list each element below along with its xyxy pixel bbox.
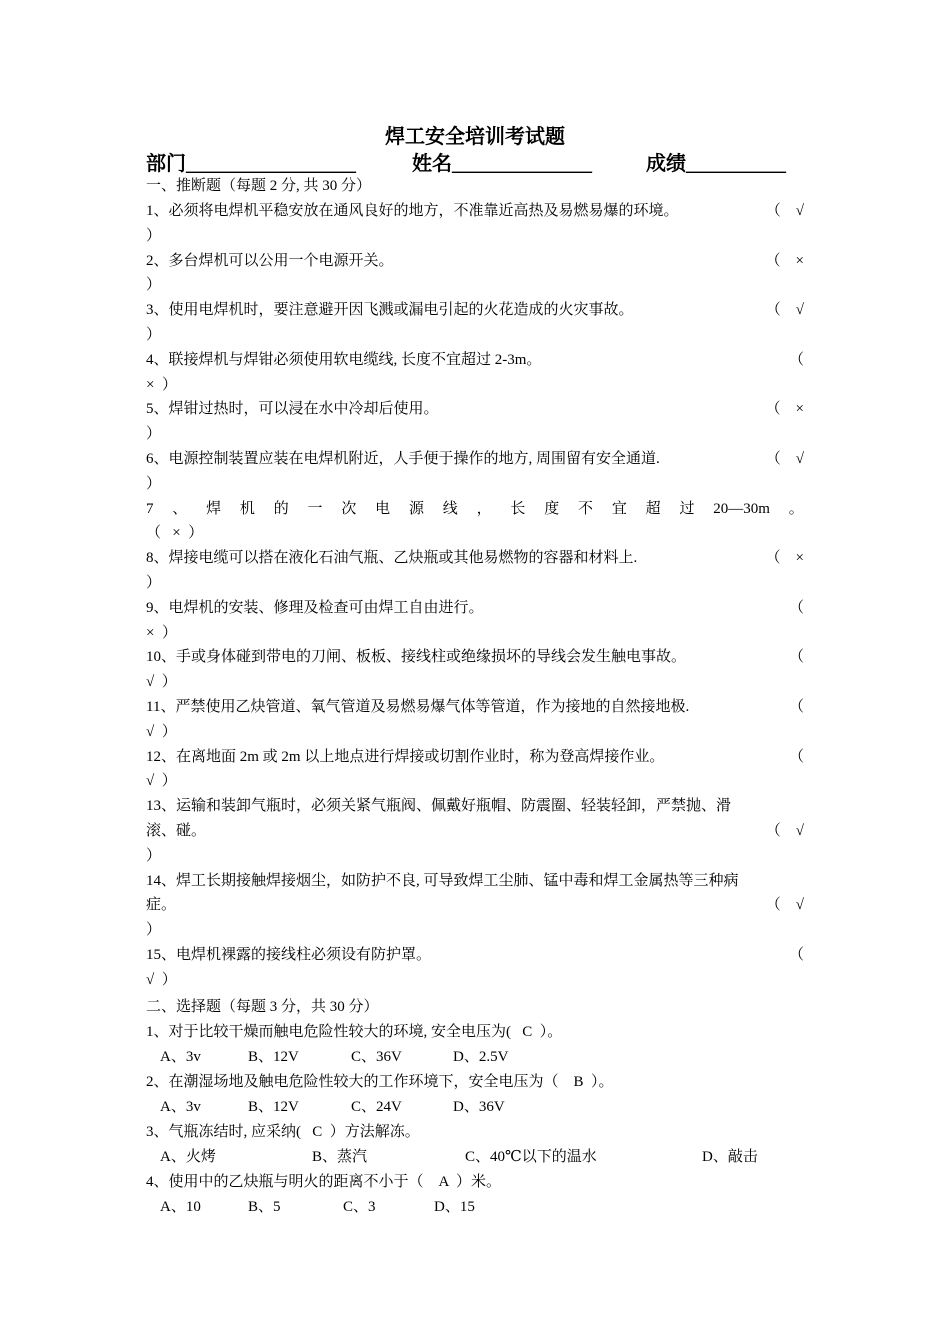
option-c: C、40℃以下的温水	[465, 1149, 597, 1165]
list-item	[146, 695, 804, 745]
answer-mark: （ √	[765, 302, 804, 319]
word: 7	[146, 500, 154, 517]
word: 20—30m	[713, 500, 770, 517]
word: 。	[788, 500, 804, 517]
option-c: C、36V	[351, 1049, 402, 1065]
list-item	[146, 645, 804, 695]
list-item	[146, 794, 804, 868]
word: 机	[239, 500, 255, 517]
true-false-list	[146, 199, 804, 993]
option-b: B、5	[248, 1199, 281, 1215]
list-item	[146, 546, 804, 596]
question-text: 11、严禁使用乙炔管道、氧气管道及易燃易爆气体等管道，作为接地的自然接地极.	[146, 698, 690, 715]
question-text-cont: 症。	[146, 897, 177, 914]
word: 一	[307, 500, 323, 517]
list-item	[146, 199, 804, 249]
word: 度	[544, 500, 560, 517]
answer-tail: √ ）	[146, 723, 177, 740]
answer-tail: √ ）	[146, 971, 177, 988]
answer-mark: （	[788, 946, 804, 963]
choice-options	[160, 1045, 800, 1069]
question-text: 2、多台焊机可以公用一个电源开关。	[146, 252, 394, 269]
answer-mark: （	[788, 748, 804, 765]
question-text: 12、在离地面 2m 或 2m 以上地点进行焊接或切割作业时，称为登高焊接作业。	[146, 748, 665, 765]
choice-options	[160, 1195, 800, 1219]
question-text: 8、焊接电缆可以搭在液化石油气瓶、乙炔瓶或其他易燃物的容器和材料上.	[146, 550, 638, 567]
question-text: 13、运输和装卸气瓶时，必须关紧气瓶阀、佩戴好瓶帽、防震圈、轻装轻卸，严禁抛、滑	[146, 798, 732, 815]
answer-tail: ）	[146, 227, 162, 244]
question-text: 15、电焊机裸露的接线柱必须设有防护罩。	[146, 946, 432, 963]
answer-mark: （ √	[765, 822, 804, 839]
option-a: A、10	[160, 1199, 201, 1215]
answer-tail: ）	[146, 277, 162, 294]
answer-tail: √ ）	[146, 773, 177, 790]
option-a: A、3v	[160, 1049, 201, 1065]
list-item	[146, 745, 804, 795]
question-text: 1、必须将电焊机平稳安放在通风良好的地方，不准靠近高热及易燃易爆的环境。	[146, 203, 679, 219]
question-text: 10、手或身体碰到带电的刀闸、板板、接线柱或绝缘损坏的导线会发生触电事故。	[146, 649, 687, 666]
score-field: 成绩__________	[646, 153, 786, 175]
option-d: D、15	[434, 1199, 475, 1215]
word: 长	[510, 500, 526, 517]
answer-tail: × ）	[146, 624, 177, 641]
word: ，	[476, 500, 492, 517]
list-item	[146, 348, 804, 398]
answer-tail: ）	[146, 922, 162, 939]
option-b: B、蒸汽	[312, 1149, 368, 1165]
word: 过	[679, 500, 695, 517]
word: 线	[442, 500, 458, 517]
list-item	[146, 497, 804, 547]
list-item	[146, 596, 804, 646]
department-field: 部门_________________	[146, 153, 356, 175]
answer-tail: （ × ）	[146, 525, 204, 542]
word: 宜	[611, 500, 627, 517]
list-item	[146, 869, 804, 943]
word: 的	[273, 500, 289, 517]
section2-heading: 二、选择题（每题 3 分，共 30 分）	[146, 999, 379, 1015]
answer-tail: × ）	[146, 376, 177, 393]
answer-tail: ）	[146, 326, 162, 343]
answer-tail: ）	[146, 426, 162, 443]
answer-tail: ）	[146, 475, 162, 492]
question-text: 6、电源控制装置应装在电焊机附近，人手便于操作的地方, 周围留有安全通道.	[146, 450, 660, 467]
question-text: 5、焊钳过热时，可以浸在水中冷却后使用。	[146, 401, 439, 418]
choice-question-text: 2、在潮湿场地及触电危险性较大的工作环境下，安全电压为（ B ）。	[146, 1074, 614, 1090]
question-text: 14、焊工长期接触焊接烟尘，如防护不良, 可导致焊工尘肺、锰中毒和焊工金属热等三种病	[146, 872, 739, 889]
answer-mark: （ √	[765, 203, 804, 219]
option-d: D、36V	[453, 1099, 505, 1115]
word: 超	[645, 500, 661, 517]
option-b: B、12V	[248, 1099, 299, 1115]
answer-tail: √ ）	[146, 674, 177, 691]
word: 源	[408, 500, 424, 517]
word: 不	[578, 500, 594, 517]
list-item	[146, 447, 804, 497]
word: 次	[341, 500, 357, 517]
choice-question-text: 1、对于比较干燥而触电危险性较大的环境, 安全电压为( C ）。	[146, 1024, 563, 1040]
option-d: D、敲击	[702, 1149, 758, 1165]
answer-tail: ）	[146, 847, 162, 864]
question-text: 4、联接焊机与焊钳必须使用软电缆线, 长度不宜超过 2-3m。	[146, 351, 542, 368]
word: 、	[172, 500, 188, 517]
section1-heading: 一、推断题（每题 2 分, 共 30 分）	[146, 178, 372, 194]
word: 焊	[206, 500, 222, 517]
list-item	[146, 249, 804, 299]
choice-options	[160, 1095, 800, 1119]
question-text-justified	[146, 497, 804, 522]
answer-mark: （	[788, 698, 804, 715]
choice-question-text: 4、使用中的乙炔瓶与明火的距离不小于（ A ）米。	[146, 1174, 502, 1190]
answer-tail: ）	[146, 574, 162, 591]
answer-mark: （	[788, 599, 804, 616]
choice-question-text: 3、气瓶冻结时, 应采纳( C ）方法解冻。	[146, 1124, 420, 1140]
choice-options	[160, 1145, 800, 1169]
answer-mark: （ ×	[765, 550, 804, 567]
option-a: A、火烤	[160, 1149, 216, 1165]
question-text: 9、电焊机的安装、修理及检查可由焊工自由进行。	[146, 599, 484, 616]
answer-mark: （ ×	[765, 252, 804, 269]
option-c: C、3	[343, 1199, 376, 1215]
question-text-cont: 滚、碰。	[146, 822, 207, 839]
question-text: 3、使用电焊机时，要注意避开因飞溅或漏电引起的火花造成的火灾事故。	[146, 302, 634, 319]
option-b: B、12V	[248, 1049, 299, 1065]
list-item	[146, 943, 804, 993]
option-c: C、24V	[351, 1099, 402, 1115]
name-field: 姓名______________	[412, 153, 592, 175]
answer-mark: （ √	[765, 897, 804, 914]
option-d: D、2.5V	[453, 1049, 509, 1065]
option-a: A、3v	[160, 1099, 201, 1115]
list-item	[146, 298, 804, 348]
page-title: 焊工安全培训考试题	[385, 126, 565, 148]
answer-mark: （	[788, 649, 804, 666]
answer-mark: （	[788, 351, 804, 368]
answer-mark: （ ×	[765, 401, 804, 418]
word: 电	[375, 500, 391, 517]
list-item	[146, 397, 804, 447]
answer-mark: （ √	[765, 450, 804, 467]
